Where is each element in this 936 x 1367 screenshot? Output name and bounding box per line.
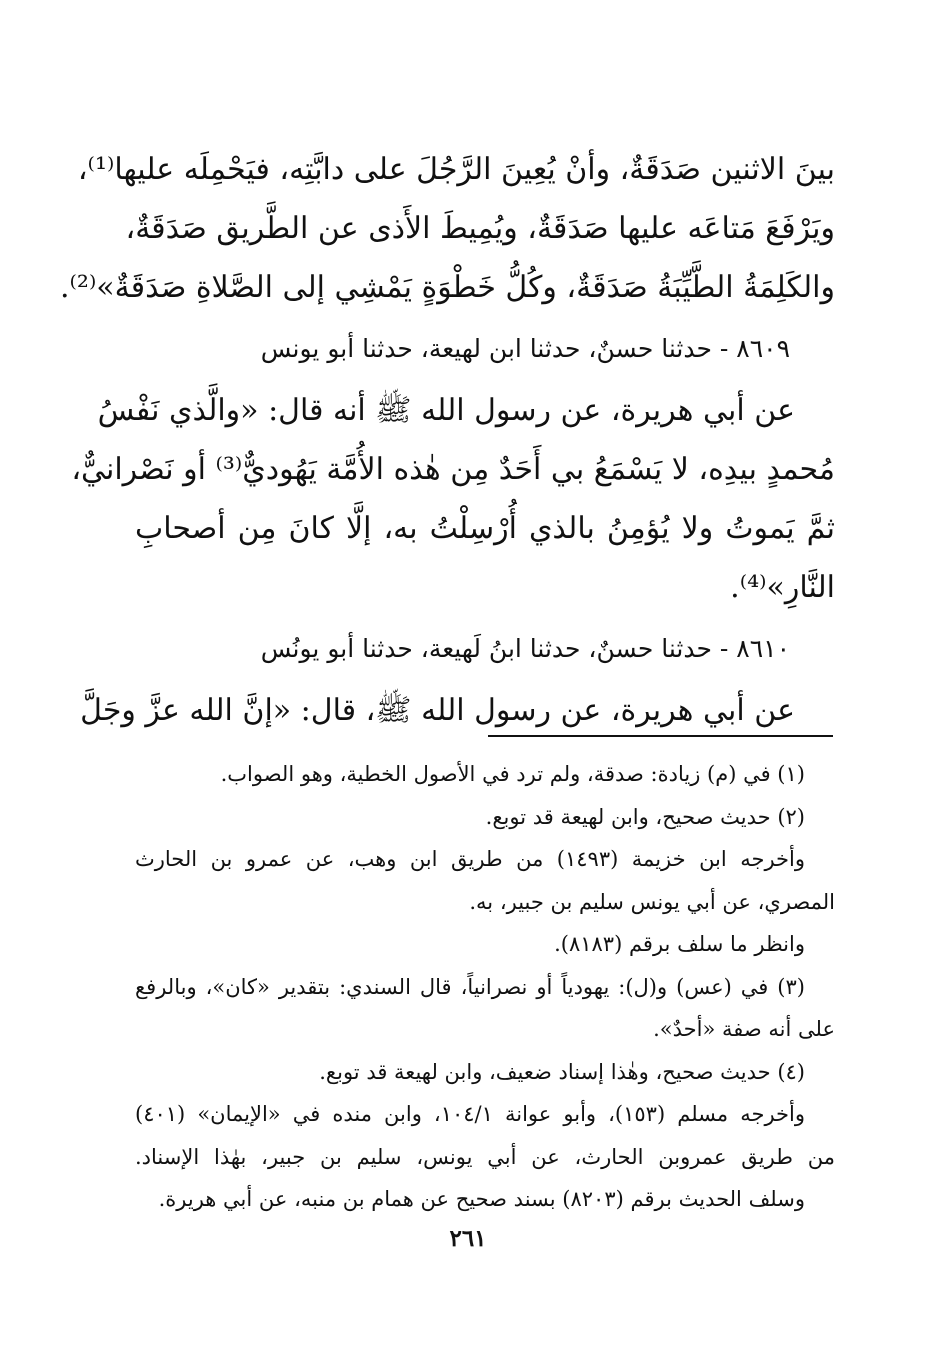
footnote-line: وسلف الحديث برقم (٨٢٠٣) بسند صحيح عن همام بن منبه، عن أبي هريرة. (158, 1187, 805, 1211)
text-line: عن أبي هريرة، عن رسول الله ﷺ أنه قال: «والَّذي نَفْسُ (97, 393, 795, 428)
footnotes (135, 753, 835, 1221)
page-number: ٢٦١ (449, 1225, 487, 1252)
text-line: عن أبي هريرة، عن رسول الله ﷺ، قال: «إنَّ الله عزَّ وجَلَّ (80, 693, 795, 728)
text-line: ثمَّ يَموتُ ولا يُؤمِنُ بالذي أُرْسِلْتُ به، إلَّا كانَ مِن أصحابِ (135, 511, 835, 546)
footnote-line: (٢) حديث صحيح، وابن لهيعة قد توبع. (485, 804, 805, 829)
footnote-line: (١) في (م) زيادة: صدقة، ولم ترد في الأصول الخطية، وهو الصواب. (220, 762, 805, 786)
footnote-line: وأخرجه ابن خزيمة (١٤٩٣) من طريق ابن وهب، عن عمرو بن الحارث (135, 847, 805, 871)
hadith-chain-8609: ٨٦٠٩ - حدثنا حسنٌ، حدثنا ابن لهيعة، حدثنا أبو يونس (260, 334, 790, 363)
main-text (60, 140, 835, 740)
footnote-separator (488, 735, 833, 737)
footnote-line: على أنه صفة «أحدٌ». (653, 1017, 835, 1041)
footnote-line: وانظر ما سلف برقم (٨١٨٣). (554, 932, 805, 956)
text-line: ويَرْفَعَ مَتاعَه عليها صَدَقَةٌ، ويُمِيطَ الأَذى عن الطَّريق صَدَقَةٌ، (125, 211, 835, 246)
text-line: النَّارِ»⁽⁴⁾. (730, 570, 835, 605)
footnote-line: المصري، عن أبي يونس سليم بن جبير، به. (469, 889, 835, 914)
text-line: مُحمدٍ بيدِه، لا يَسْمَعُ بي أَحَدٌ مِن هٰذه الأُمَّة يَهُوديٌّ⁽³⁾ أو نَصْرانيٌّ، (71, 452, 835, 487)
footnote-line: (٤) حديث صحيح، وهٰذا إسناد ضعيف، وابن لهيعة قد توبع. (319, 1059, 805, 1084)
text-line: بينَ الاثنين صَدَقَةٌ، وأنْ يُعِينَ الرَّجُلَ على دابَّتِه، فيَحْمِلَه عليها⁽¹⁾، (77, 152, 835, 187)
footnote-line: (٣) في (عس) و(ل): يهودياً أو نصرانياً، قال السندي: بتقدير «كان»، وبالرفع (135, 974, 805, 999)
hadith-chain-8610: ٨٦١٠ - حدثنا حسنٌ، حدثنا ابنُ لَهيعة، حدثنا أبو يونُس (260, 634, 790, 663)
footnote-line: وأخرجه مسلم (١٥٣)، وأبو عوانة ١٠٤/١، وابن منده في «الإيمان» (٤٠١) (135, 1102, 806, 1126)
text-line: والكَلِمَةُ الطَّيِّبَةُ صَدَقَةٌ، وكُلُّ خَطْوَةٍ يَمْشِي إلى الصَّلاةِ صَدَقَةٌ»⁽²⁾. (60, 270, 835, 305)
footnote-line: من طريق عمروبن الحارث، عن أبي يونس، سليم بن جبير، بهٰذا الإسناد. (135, 1144, 835, 1169)
